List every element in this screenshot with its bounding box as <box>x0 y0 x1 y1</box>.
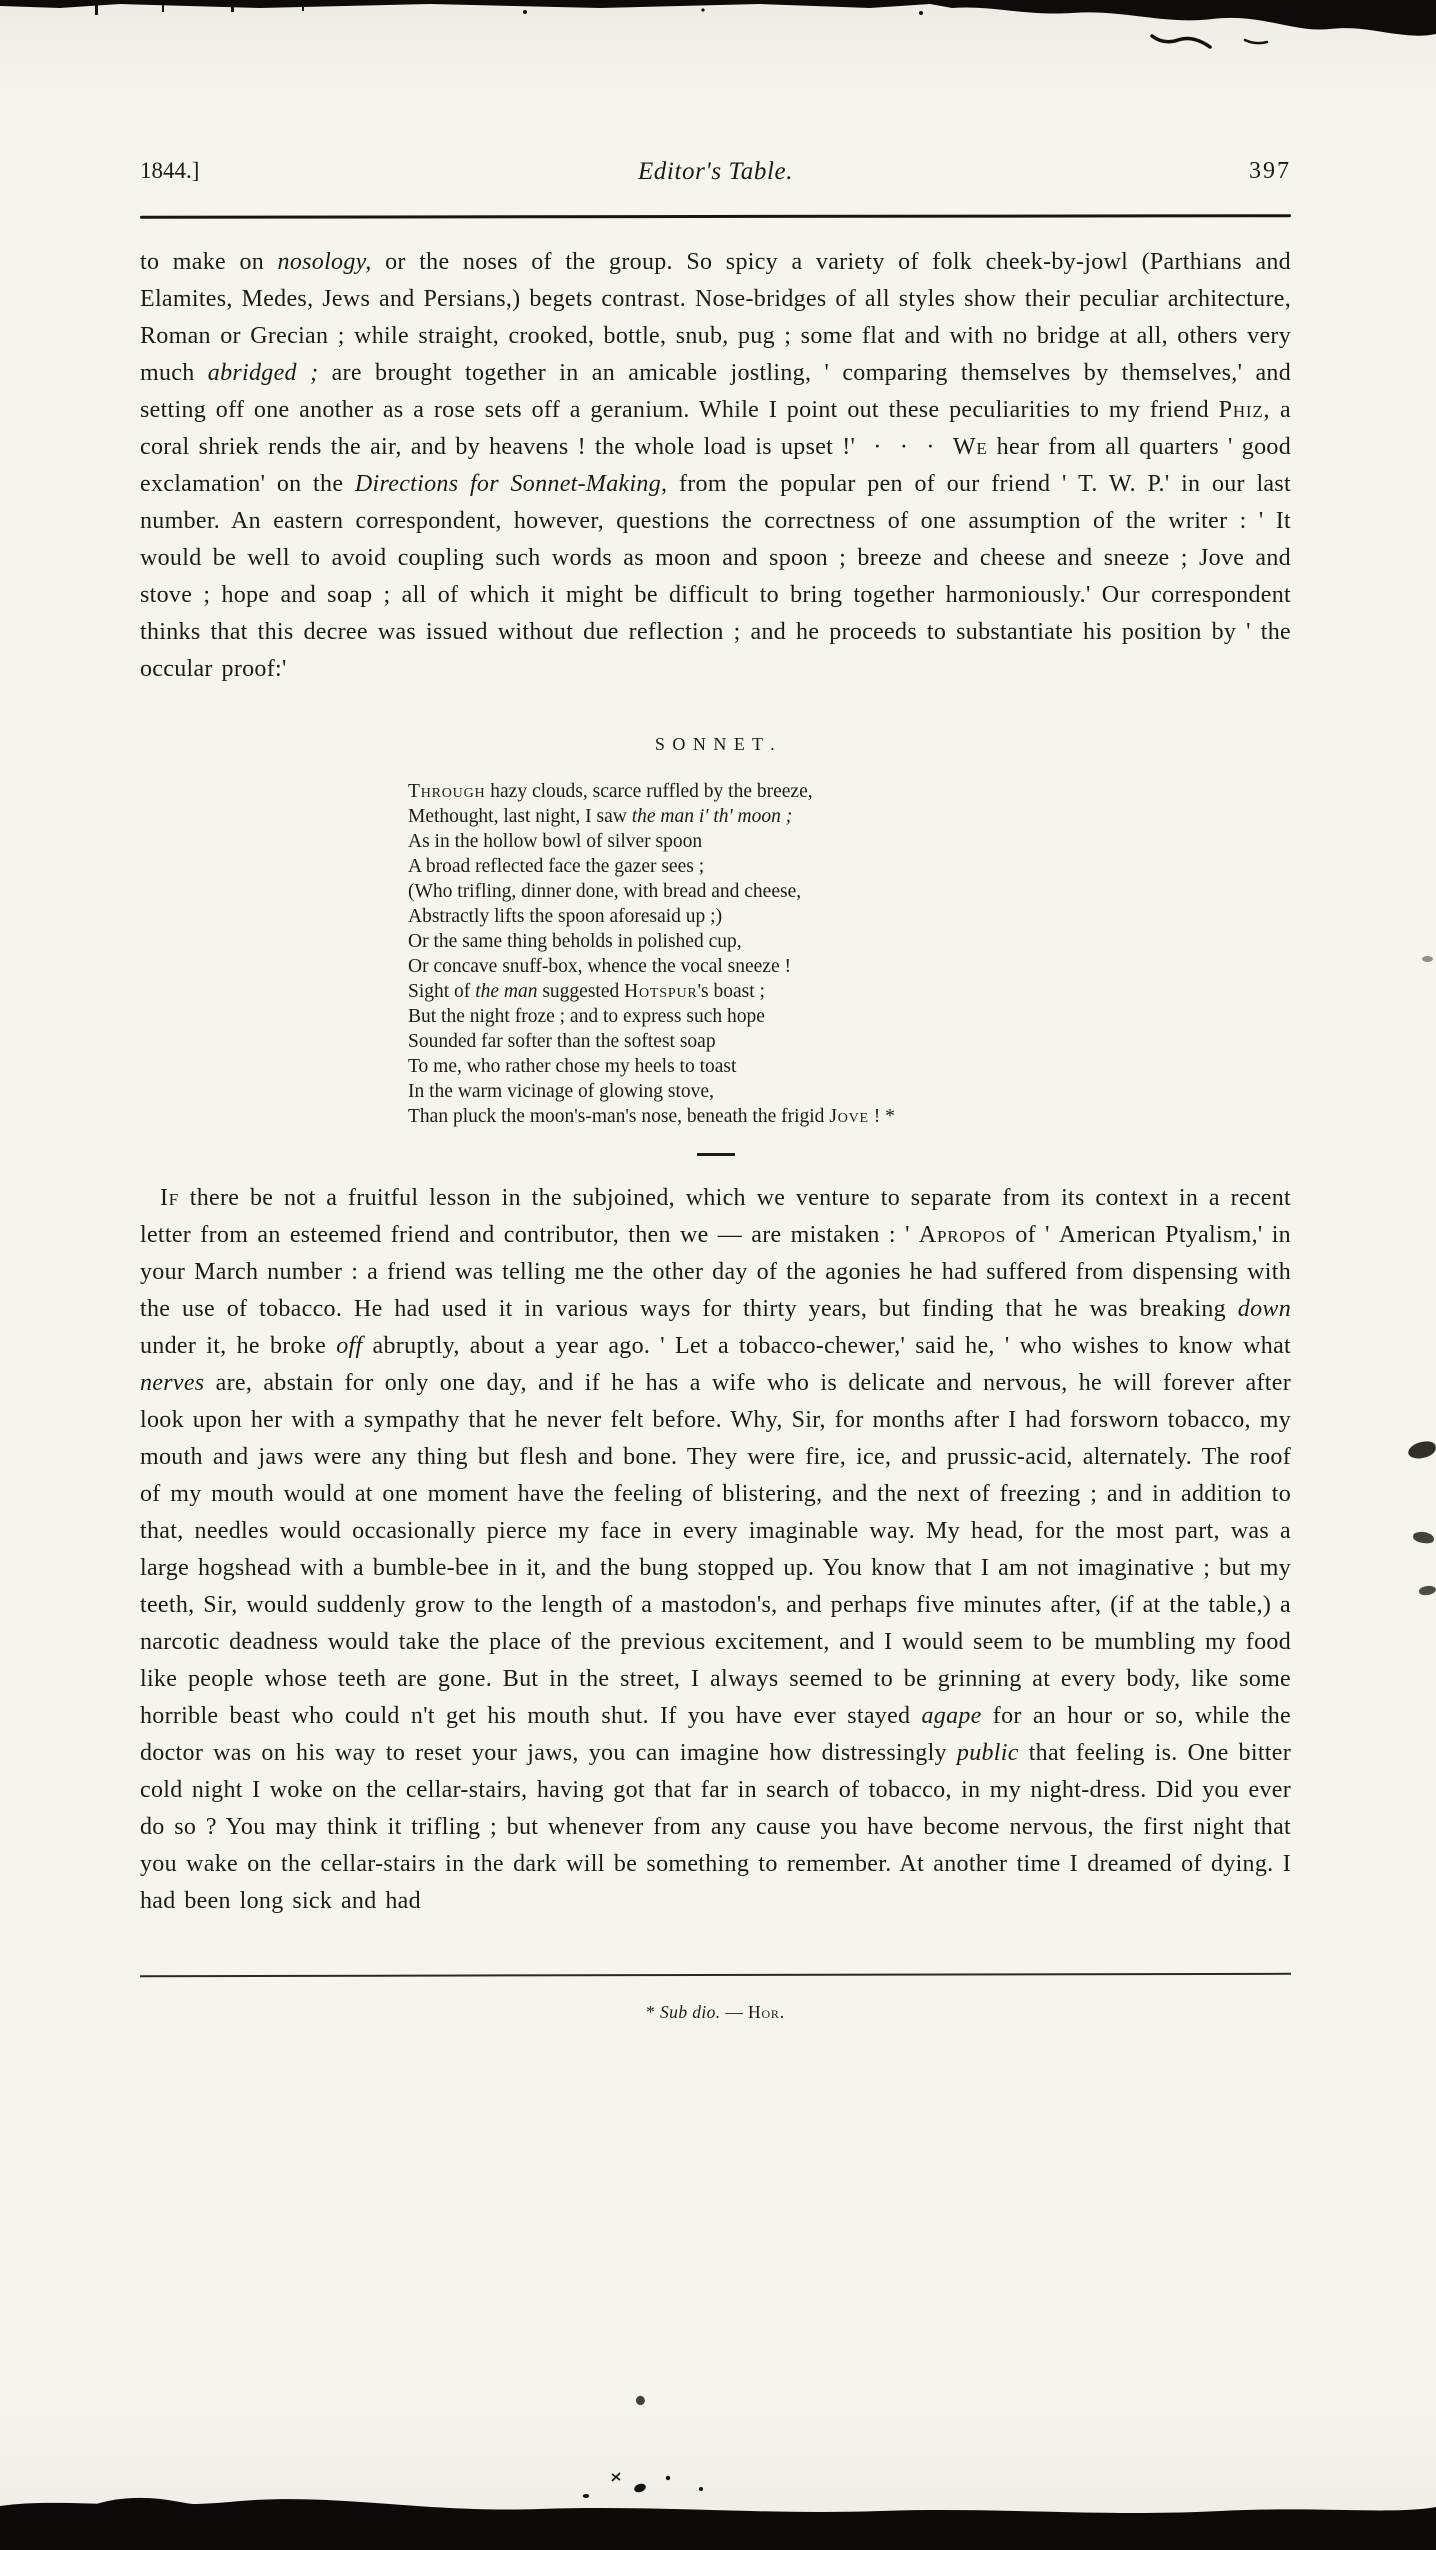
scan-artifact-top-edge <box>0 0 1436 50</box>
letter-paragraph: If there be not a fruitful lesson in the subjoined, which we venture to separate from its context in a recent letter from an esteemed friend and contributor, then we — are mistaken : ' Apropos of ' American Ptyalism,' in your March number : a friend was telling me the other day of the agonies he had suffered from dispensing with the use of tobacco. He had used it in various ways for thirty years, but finding that he was breaking down under it, he broke off abruptly, about a year ago. ' Let a tobacco-chewer,' said he, ' who wishes to know what nerves are, abstain for only one day, and if he has a wife who is delicate and nervous, he will forever after look upon her with a sympathy that he never felt before. Why, Sir, for months after I had forsworn tobacco, my mouth and jaws were any thing but flesh and bone. They were fire, ice, and prussic-acid, alternately. The roof of my mouth would at one moment have the feeling of blistering, and the next of freezing ; and in addition to that, needles would occasionally pierce my face in every imaginable way. My head, for the most part, was a large hogshead with a bumble-bee in it, and the bung stopped up. You know that I am not imaginative ; but my teeth, Sir, would suddenly grow to the length of a mastodon's, and perhaps five minutes after, (if at the table,) a narcotic deadness would take the place of the previous excitement, and I would seem to be mumbling my food like people whose teeth are gone. But in the street, I always seemed to be grinning at every body, like some horrible beast who could n't get his mouth shut. If you have ever stayed agape for an hour or so, while the doctor was on his way to reset your jaws, you can imagine how distressingly public that feeling is. One bitter cold night I woke on the cellar-stairs, having got that far in search of tobacco, in my night-dress. Did you ever do so ? You may think it trifling ; but whenever from any cause you have become nervous, the first night that you wake on the cellar-stairs in the dark will be something to remember. At another time I dreamed of dying. I had been long sick and had <box>140 1185 1291 1914</box>
sonnet-line: Or the same thing beholds in polished cup, <box>408 931 742 952</box>
sonnet <box>408 779 1291 1129</box>
footnote-rule <box>140 1973 1291 1977</box>
sonnet-line: Or concave snuff-box, whence the vocal sneeze ! <box>408 956 791 977</box>
sonnet-line: Through hazy clouds, scarce ruffled by the breeze, <box>408 781 813 802</box>
scan-artifact-smudge <box>1422 956 1433 962</box>
page-content <box>0 158 1436 2023</box>
header-page-number: 397 <box>1249 158 1291 184</box>
scan-artifact-bottom-edge <box>0 2470 1436 2550</box>
sonnet-line: In the warm vicinage of glowing stove, <box>408 1081 714 1102</box>
header-date: 1844.] <box>140 158 200 183</box>
footnote: * Sub dio. — Hor. <box>646 2002 785 2022</box>
sonnet-line: Methought, last night, I saw the man i' th' moon ; <box>408 806 793 827</box>
sonnet-line: (Who trifling, dinner done, with bread and cheese, <box>408 881 802 902</box>
sonnet-heading: S O N N E T . <box>654 734 777 754</box>
header-rule <box>140 214 1291 219</box>
sonnet-line: A broad reflected face the gazer sees ; <box>408 856 705 877</box>
sonnet-line: Sight of the man suggested Hotspur's boast ; <box>408 981 765 1002</box>
editorial-paragraph: to make on nosology, or the noses of the group. So spicy a variety of folk cheek-by-jowl (Parthians and Elamites, Medes, Jews and Persians,) begets contrast. Nose-bridges of all styles show their peculiar architecture, Roman or Grecian ; while straight, crooked, bottle, snub, pug ; some flat and with no bridge at all, others very much abridged ; are brought together in an amicable jostling, ' comparing themselves by themselves,' and setting off one another as a rose sets off a geranium. While I point out these peculiarities to my friend Phiz, a coral shriek rends the air, and by heavens ! the whole load is upset !' · · · We hear from all quarters ' good exclamation' on the Directions for Sonnet-Making, from the popular pen of our friend ' T. W. P.' in our last number. An eastern correspondent, however, questions the correctness of one assumption of the writer : ' It would be well to avoid coupling such words as moon and spoon ; breeze and cheese and sneeze ; Jove and stove ; hope and soap ; all of which it might be difficult to bring together harmoniously.' Our correspondent thinks that this decree was issued without due reflection ; and he proceeds to substantiate his position by ' the occular proof:' <box>140 249 1291 682</box>
sonnet-line: Sounded far softer than the softest soap <box>408 1031 716 1052</box>
section-divider-dash <box>697 1153 735 1156</box>
header-title: Editor's Table. <box>637 158 794 185</box>
sonnet-line: Than pluck the moon's-man's nose, beneath the frigid Jove ! * <box>408 1106 895 1127</box>
sonnet-line: To me, who rather chose my heels to toast <box>408 1056 737 1077</box>
sonnet-line: As in the hollow bowl of silver spoon <box>408 831 703 852</box>
sonnet-line: But the night froze ; and to express such hope <box>408 1006 765 1027</box>
page-header <box>140 158 1291 185</box>
sonnet-line: Abstractly lifts the spoon aforesaid up ;) <box>408 906 723 927</box>
scan-artifact-speck <box>634 2394 646 2406</box>
